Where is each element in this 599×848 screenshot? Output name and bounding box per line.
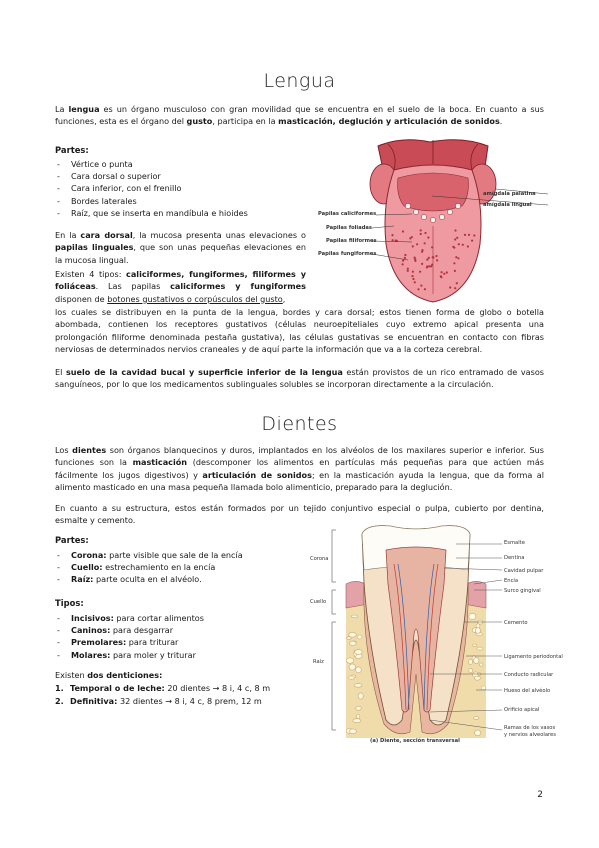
list-item-term: Corona: [71,550,107,560]
bone-trabecula [469,668,473,672]
dientes-estructura: En cuanto a su estructura, estos están formados por un tejido conjuntivo especial o pulpa, cubierto por dentina, esmalte y cemento. [55,503,544,526]
papilla-dot [440,275,442,277]
label-cavidad-pulpar: Cavidad pulpar [504,568,544,574]
list-item: - Cara inferior, con el frenillo [55,182,248,194]
papilla-dot [471,240,473,242]
list-item-number: 2. [55,695,64,706]
papilla-dot [412,245,414,247]
lengua-tipos-papilas: Existen 4 tipos: caliciformes, fungiformes, filiformes y foliáceas. Las papilas caliciformes y fungiformes disponen de botones gustativos o corpúsculos del gusto, [55,269,306,304]
tongue-illustration [312,134,548,304]
papilla-dot [441,271,443,273]
papilla-dot [411,275,413,277]
section-title-lengua: Lengua [263,70,336,92]
list-item [55,549,243,561]
lengua-partes-list [55,158,248,219]
papilla-dot [420,229,422,231]
label-conducto-radicular: Conducto radicular [504,672,554,678]
list-item [55,624,204,636]
papilla-dot [404,254,406,256]
list-item-desc: para desgarrar [110,625,174,636]
papilla-dot [449,286,451,288]
papilla-dot [416,243,418,245]
papilla-dot [414,281,416,283]
dientes-denticiones-intro: Existen dos denticiones: [55,670,163,680]
list-item-term: Incisivos: [71,613,114,623]
list-item-desc: para triturar [126,637,179,648]
papilla-dot [452,246,454,248]
lengua-botones-gustativos: los cuales se distribuyen en la punta de la lengua, bordes y cara dorsal; estos tienen forma de globo o botella abombada, contienen los receptores gustativos (células neuroepiteliales cuyo extremo apical presenta una prolongación filiforme denominada pestaña gustativa), las células gustativas se encuentran en contacto con fibras nerviosas de determinados nervios craneales y de aquí parte la información que va a la corteza cerebral. [55,307,544,355]
bone-trabecula [480,663,483,666]
list-item-desc: parte oculta en el alvéolo. [93,574,202,585]
list-item: - Bordes laterales [55,195,248,207]
bone-trabecula [475,628,480,634]
dientes-intro: Los dientes son órganos blanquecinos y duros, implantados en los alvéolos de los maxilares superior e inferior. Sus funciones son la masticación (descomponer los alimentos en partículas más pequeñas para que actúen más fácilmente los jugos digestivos) y articulación de sonidos; en la masticación ayuda la lengua, que da forma al alimento masticado en una masa pequeña llamada bolo alimenticio, preparado para la deglución. [55,445,545,493]
papilla-dot [443,273,445,275]
dientes-tipos-list [55,612,204,661]
bone-trabecula [477,647,483,650]
bone-trabecula [473,658,479,664]
list-item-desc: 32 dientes → 8 i, 4 c, 8 prem, 12 m [117,695,262,706]
papilla-dot [455,256,457,258]
lengua-cara-dorsal: En la cara dorsal, la mucosa presenta unas elevaciones o papilas linguales, que son unas pequeñas elevaciones en la mucosa lingual. [55,230,307,265]
papilla-dot [426,259,428,261]
papilla-dot [424,242,426,244]
list-item [55,561,243,573]
papilla-dot [462,244,464,246]
label-papilas-fungiformes: Papilas fungiformes [318,251,377,257]
papilla-dot [424,232,426,234]
papilla-dot [417,288,419,290]
list-item-desc: estrechamiento en la encía [102,562,216,573]
list-item-term: Definitiva: [70,695,118,706]
list-item-term: Temporal o de leche: [70,683,165,693]
papilla-dot [409,237,411,239]
list-item-term: Molares: [71,649,111,660]
label-surco-gingival: Surco gingival [504,588,541,594]
label-papilas-foliadas: Papilas foliadas [326,225,373,231]
papilla-dot [427,236,429,238]
papilla-dot [458,243,460,245]
label-amigdala-lingual: amígdala lingual [483,202,532,208]
bone-trabecula [353,719,361,723]
list-item-desc: para moler y triturar [110,649,196,660]
papilla-dot [421,249,423,251]
list-item [55,636,204,648]
label-ramas-nervios: y nervios alveolares [504,732,556,738]
papilla-dot [456,237,458,239]
label-esmalte: Esmalte [504,540,525,546]
dientes-partes-list [55,549,243,586]
list-item-term: Premolares: [71,637,127,648]
bone-trabecula [469,659,473,664]
list-item [55,682,270,695]
papilla-dot [424,288,426,290]
papilla-dot [421,263,423,265]
papilla-dot [420,233,422,235]
papilla-dot [467,245,469,247]
papilla-dot [453,262,455,264]
page-number: 2 [537,790,543,800]
list-item: - Raíz, que se inserta en mandíbula e hioides [55,207,248,219]
label-hueso-alveolo: Hueso del alvéolo [504,688,551,694]
list-item-desc: 20 dientes → 8 i, 4 c, 8 m [164,683,271,693]
label-amigdala-palatina: amígdala palatina [483,191,536,197]
bone-trabecula [346,658,354,663]
lengua-intro: La lengua es un órgano musculoso con gran movilidad que se encuentra en el suelo de la boca. En cuanto a sus funciones, esta es el órgano del gusto, participa en la masticación, deglución y articulación de sonidos. [55,104,544,127]
bone-trabecula [349,676,355,679]
papilla-dot [404,257,406,259]
papilla-dot [407,268,409,270]
label-papilas-filiformes: Papilas filiformes [326,238,377,244]
dientes-denticiones-list [55,682,270,707]
list-item-term: Caninos: [71,625,111,636]
label-ligamento-periodontal: Ligamento periodontal [504,654,563,660]
lengua-suelo-boca: El suelo de la cavidad bucal y superficie inferior de la lengua están provistos de un rico entramado de vasos sanguíneos, por lo que los medicamentos sublinguales solubles se incorporan directamente a la circulación. [55,367,544,390]
list-item [55,695,270,708]
bone-trabecula [481,686,486,690]
papilla-dot [446,271,448,273]
papilla-dot [407,270,409,272]
list-item-desc: parte visible que sale de la encía [106,550,243,560]
papilla-dot [420,285,422,287]
papilla-dot [454,287,456,289]
papilla-dot [412,271,414,273]
bone-trabecula [469,613,476,619]
papilla-dot [464,234,466,236]
label-cemento: Cemento [504,620,528,626]
bone-trabecula [349,729,356,734]
list-item-term: Cuello: [71,562,103,573]
label-dentina: Dentina [504,555,525,561]
bone-trabecula [349,632,357,637]
papilla-dot [402,260,404,262]
bone-trabecula [354,684,362,688]
label-orificio-apical: Orificio apical [504,707,540,713]
bone-trabecula [351,615,357,618]
label-corona: Corona [310,556,329,562]
label-papilas-caliciformes: Papilas caliciformes [318,211,377,217]
bone-trabecula [474,676,480,680]
tooth-figure-caption: (a) Diente, sección transversal [370,738,460,744]
bone-trabecula [357,635,362,639]
bone-trabecula [356,667,362,673]
bone-trabecula [357,714,360,719]
papilla-dot [454,238,456,240]
list-item: - Vértice o punta [55,158,248,170]
papilla-dot [436,259,438,261]
bone-trabecula [350,641,357,645]
papilla-dot [468,234,470,236]
papilla-dot [454,270,456,272]
dientes-partes-heading: Partes: [55,535,89,545]
dientes-tipos-heading: Tipos: [55,598,84,608]
papilla-dot [430,265,432,267]
list-item-term: Raíz: [71,574,94,585]
bone-trabecula [349,664,355,670]
list-item: - Cara dorsal o superior [55,170,248,182]
papilla-dot [431,246,433,248]
list-item [55,573,243,585]
papilla-dot [395,239,397,241]
lengua-partes-heading: Partes: [55,145,89,155]
list-item-desc: para cortar alimentos [113,613,204,623]
papilla-dot [402,263,404,265]
papilla-dot [432,256,434,258]
papilla-dot [456,282,458,284]
papilla-dot [473,234,475,236]
papilla-dot [428,257,430,259]
list-item [55,649,204,661]
papilla-dot [402,230,404,232]
papilla-dot [435,255,437,257]
section-title-dientes: Dientes [261,413,338,435]
bone-trabecula [475,730,481,736]
list-item-number: 1. [55,683,64,693]
label-raiz: Raíz [313,659,324,665]
bone-trabecula [358,693,363,699]
papilla-dot [391,234,393,236]
papilla-dot [419,271,421,273]
papilla-dot [454,229,456,231]
label-encia: Encía [504,578,519,584]
list-item [55,612,204,624]
papilla-dot [414,258,416,260]
bone-trabecula [473,644,477,647]
label-ramas-vasos: Ramas de los vasos [504,725,556,731]
bone-trabecula [355,650,363,655]
bone-trabecula [356,706,362,710]
papilla-dot [426,266,428,268]
papilla-dot [392,239,394,241]
papilla-dot [457,257,459,259]
label-cuello: Cuello [310,599,327,605]
papilla-dot [412,278,414,280]
bone-trabecula [474,717,479,720]
